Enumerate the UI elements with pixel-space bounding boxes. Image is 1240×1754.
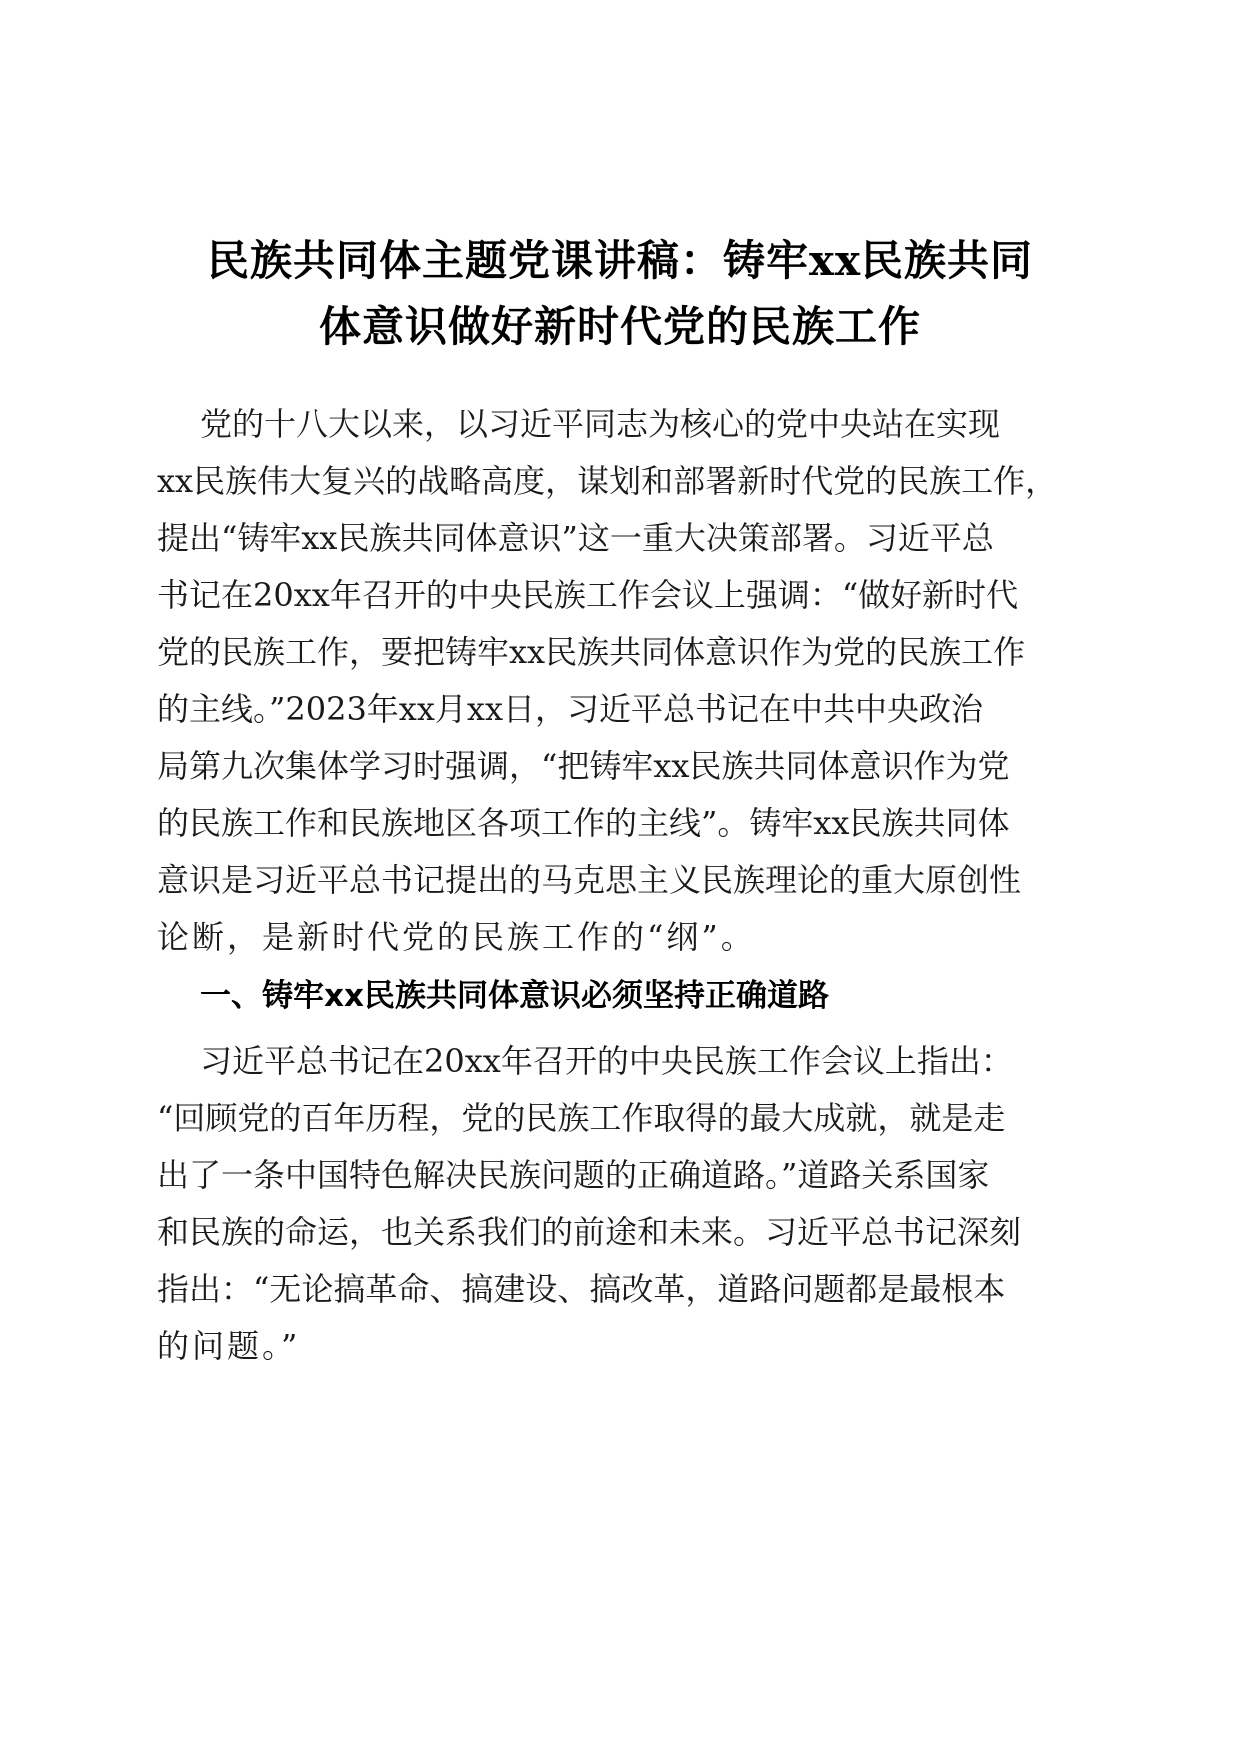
paragraph-2-line-4: 和民族的命运，也关系我们的前途和未来。习近平总书记深刻 [157, 1213, 1022, 1251]
paragraph-2-line-3: 出了一条中国特色解决民族问题的正确道路。”道路关系国家 [157, 1156, 990, 1194]
paragraph-1-line-3: 提出“铸牢xx民族共同体意识”这一重大决策部署。习近平总 [157, 519, 994, 557]
paragraph-2-line-6: 的问题。” [157, 1327, 301, 1365]
paragraph-1-line-7: 局第九次集体学习时强调，“把铸牢xx民族共同体意识作为党 [157, 747, 1010, 785]
paragraph-1-line-1: 党的十八大以来，以习近平同志为核心的党中央站在实现 [200, 405, 1001, 443]
paragraph-1-line-9: 意识是习近平总书记提出的马克思主义民族理论的重大原创性 [157, 861, 1022, 899]
document-title [150, 228, 1090, 360]
paragraph-2-line-5: 指出：“无论搞革命、搞建设、搞改革，道路问题都是最根本 [157, 1270, 1006, 1308]
title-line-2: 体意识做好新时代党的民族工作 [318, 302, 921, 351]
paragraph-2-line-1: 习近平总书记在20xx年召开的中央民族工作会议上指出： [200, 1042, 1013, 1080]
section-heading-1: 一、铸牢xx民族共同体意识必须坚持正确道路 [200, 978, 829, 1014]
title-line-1: 民族共同体主题党课讲稿：铸牢xx民族共同 [206, 236, 1034, 285]
paragraph-1-line-4: 书记在20xx年召开的中央民族工作会议上强调：“做好新时代 [157, 576, 1019, 614]
paragraph-1-line-2: xx民族伟大复兴的战略高度，谋划和部署新时代党的民族工作， [157, 462, 1058, 500]
paragraph-1-line-5: 党的民族工作，要把铸牢xx民族共同体意识作为党的民族工作 [157, 633, 1026, 671]
paragraph-1-line-6: 的主线。”2023年xx月xx日，习近平总书记在中共中央政治 [157, 690, 983, 728]
paragraph-1-line-10: 论断，是新时代党的民族工作的“纲”。 [157, 918, 756, 956]
paragraph-1-line-8: 的民族工作和民族地区各项工作的主线”。铸牢xx民族共同体 [157, 804, 1010, 842]
paragraph-2-line-2: “回顾党的百年历程，党的民族工作取得的最大成就，就是走 [157, 1099, 1006, 1137]
